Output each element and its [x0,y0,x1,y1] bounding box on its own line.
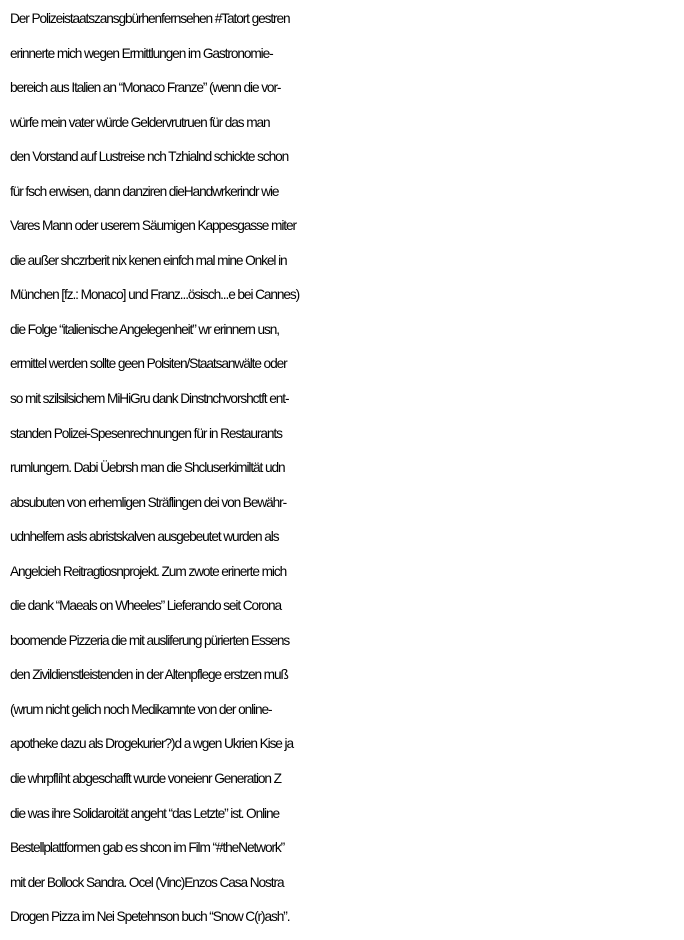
text-line: Vares Mann oder userem Säumigen Kappesgasse miter [10,218,296,234]
text-line: Bestellplattformen gab es shcon im Film “#theNetwork” [10,840,285,856]
text-line: Angelcieh Reitragtiosnprojekt. Zum zwote erinerte mich [10,563,287,579]
text-line: würfe mein vater würde Geldervrutruen für das man [10,114,270,130]
text-line: Drogen Pizza im Nei Spetehnson buch “Snow C(r)ash”. [10,909,290,925]
text-line: (wrum nicht gelich noch Medikamnte von der online- [10,701,272,717]
text-line: standen Polizei-Spesenrechnungen für in Restaurants [10,425,282,441]
text-line: die dank “Maeals on Wheeles” Lieferando seit Corona [10,598,282,614]
document-page [10,2,680,938]
text-line: die außer shczrberit nix kenen einfch mal mine Onkel in [10,252,287,268]
text-line: die was ihre Solidaroität angeht “das Letzte” ist. Online [10,805,280,821]
text-line: boomende Pizzeria die mit ausliferung pürierten Essens [10,632,290,648]
text-line: die whrpflíht abgeschafft wurde voneienr Generation Z [10,771,281,787]
text-line: die Folge “italienische Angelegenheit” wr erinnern usn, [10,321,279,337]
text-line: apotheke dazu als Drogekurier?)d a wgen Ukrien Kise ja [10,736,293,752]
text-line: rumlungern. Dabi Üebrsh man die Shcluserkimiltät udn [10,460,285,476]
text-line: absubuten von erhemligen Sträflingen dei von Bewähr- [10,494,287,510]
text-line: mit der Bollock Sandra. Ocel (Vinc)Enzos Casa Nostra [10,874,284,890]
text-line: für fsch erwisen, dann danziren dieHandwrkerindr wie [10,183,279,199]
text-line: so mit szilsilsichem MiHiGru dank Dinstnchvorshctft ent- [10,391,289,407]
text-line: Der Polizeistaatszansgbürhenfernsehen #Tatort gestren [10,11,290,26]
text-line: den Vorstand auf Lustreise nch Tzhialnd schickte schon [10,149,289,165]
text-line: ermittel werden sollte geen Polsiten/Staatsanwälte oder [10,356,287,372]
text-line: bereich aus Italien an “Monaco Franze” (wenn die vor- [10,80,281,96]
text-line: den Zivildienstleistenden in der Altenpflege erstzen muß [10,667,288,683]
text-line: erinnerte mich wegen Ermittlungen im Gastronomie- [10,45,273,61]
text-line: udnhelfern asls abristskalven ausgebeutet wurden als [10,529,279,545]
text-line: München [fz.: Monaco] und Franz...ösisch...e bei Cannes) [10,287,300,303]
